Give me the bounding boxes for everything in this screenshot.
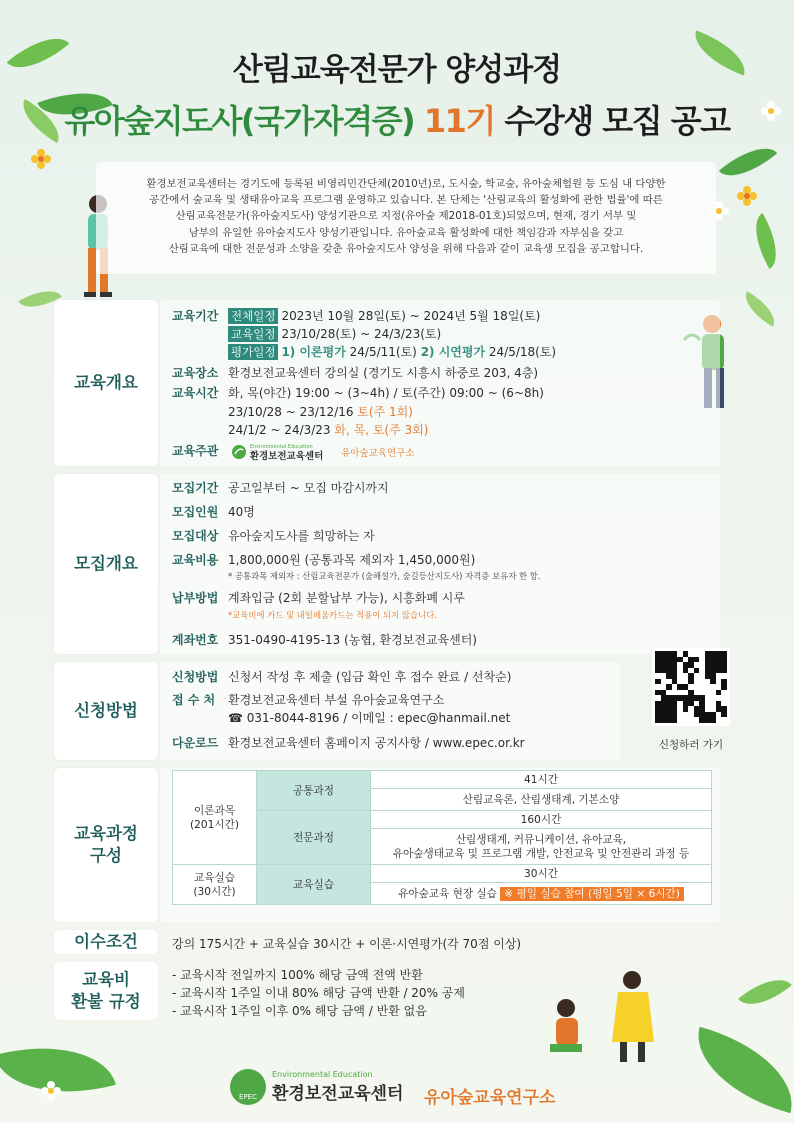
leaf-icon [743, 213, 788, 269]
recruit-count-row: 모집인원 40명 [172, 505, 255, 519]
flower-icon [30, 148, 52, 170]
epec-logo-icon [232, 445, 246, 459]
recruit-period-row: 모집기간 공고일부터 ~ 모집 마감시까지 [172, 481, 389, 495]
leaf-icon [719, 135, 777, 189]
recruit-account-row: 계좌번호 351-0490-4195-13 (농협, 환경보전교육센터) [172, 633, 477, 647]
overview-eval-row: 평가일정 1) 이론평가 24/5/11(토) 2) 시연평가 24/5/18(토) [228, 343, 556, 360]
qr-module [721, 717, 727, 723]
page-subtitle: 유아숲지도사(국가자격증) 11기 수강생 모집 공고 [64, 102, 730, 140]
host-logo-institute: 유아숲교육연구소 [341, 447, 415, 459]
section-label-completion: 이수조건 [54, 930, 158, 954]
recruit-fee-row: 교육비용 1,800,000원 (공통과목 제외자 1,450,000원) [172, 553, 476, 567]
completion-text: 강의 175시간 + 교육실습 30시간 + 이론·시연평가(각 70점 이상) [172, 937, 522, 951]
section-label-refund: 교육비 환불 규정 [54, 962, 158, 1020]
major-hours-cell: 160시간 [371, 811, 712, 829]
footer-logo-institute: 유아숲교육연구소 [424, 1088, 556, 1108]
theory-cell: 이론과목 (201시간) [173, 771, 257, 865]
footer-logo-epec: EPEC Environmental Education 환경보전교육센터 [230, 1069, 403, 1105]
children-playing-illustration [520, 950, 670, 1070]
major-subjects-cell: 산림생태계, 커뮤니케이션, 유아교육, 유아숲생태교육 및 프로그램 개발, 안전교육 및 안전관리 과정 등 [371, 829, 712, 865]
apply-contact-row: ☎ 031-8044-8196 / 이메일 : epec@hanmail.net [228, 711, 511, 725]
refund-item: - 교육시작 전일까지 100% 해당 금액 전액 반환 [172, 968, 423, 982]
apply-office-row: 접 수 처 환경보전교육센터 부설 유아숲교육연구소 [172, 693, 445, 707]
page-title: 산림교육전문가 양성과정 [232, 52, 562, 88]
apply-download-row: 다운로드 환경보전교육센터 홈페이지 공지사항 / www.epec.or.kr [172, 736, 525, 750]
section-label-recruit: 모집개요 [54, 474, 158, 654]
overview-place-row: 교육장소 환경보전교육센터 강의실 (경기도 시흥시 하중로 203, 4층) [172, 366, 539, 380]
section-label-overview: 교육개요 [54, 300, 158, 466]
refund-item: - 교육시작 1주일 이후 0% 해당 금액 / 반환 없음 [172, 1004, 427, 1018]
flower-icon [736, 185, 758, 207]
overview-host-row: 교육주관 Environmental Education 환경보전교육센터 유아숲교육연구소 [172, 443, 415, 462]
overview-time-range1: 23/10/28 ~ 23/12/16 토(주 1회) [228, 405, 413, 419]
epec-logo-icon: EPEC [230, 1069, 266, 1105]
leaf-icon [738, 967, 792, 1018]
practice-cell: 교육실습 (30시간) [173, 865, 257, 905]
download-link[interactable]: 환경보전교육센터 홈페이지 공지사항 / www.epec.or.kr [228, 736, 525, 750]
apply-method-row: 신청방법 신청서 작성 후 제출 (입금 확인 후 접수 완료 / 선착순) [172, 670, 512, 684]
section-label-apply: 신청방법 [54, 662, 158, 760]
common-course-cell: 공통과정 [257, 771, 371, 811]
overview-edu-row: 교육일정 23/10/28(토) ~ 24/3/23(토) [228, 325, 441, 342]
practice-course-cell: 교육실습 [257, 865, 371, 905]
common-subjects-cell: 산림교육론, 산림생태계, 기본소양 [371, 789, 712, 811]
recruit-target-row: 모집대상 유아숲지도사를 희망하는 자 [172, 529, 375, 543]
practice-total-cell: 30시간 [371, 865, 712, 883]
host-logo-epec: Environmental Education 환경보전교육센터 [232, 443, 323, 461]
major-course-cell: 전문과정 [257, 811, 371, 865]
recruit-pay-row: 납부방법 계좌입금 (2회 분할납부 가능), 시흥화폐 시루 [172, 591, 465, 605]
qr-code-icon[interactable] [652, 648, 730, 726]
common-hours-cell: 41시간 [371, 771, 712, 789]
overview-time-range2: 24/1/2 ~ 24/3/23 화, 목, 토(주 3회) [228, 423, 429, 437]
practice-desc-cell: 유아숲교육 현장 실습 ※ 평일 실습 참여 (평일 5일 × 6시간) [371, 883, 712, 905]
intro-paragraph: 환경보전교육센터는 경기도에 등록된 비영리민간단체(2010년)로, 도시숲, 학교숲, 유아숲체험원 등 도심 내 다양한 공간에서 숲교육 및 생태유아교육 프로그램 운영하고 있습니다. 본 단체는 '산림교육의 활성화에 관한 법률'에 따른 산림교육전문가(유아숲지도사) 양성기관으로 지정(유아숲 제2018-01호)되었으며, 현재, 경기 서부 및 남부의 유일한 유아숲지도사 양성기관입니다. 유아숲교육 활성화에 대한 책임감과 자부심을 갖고 산림교육에 대한 전문성과 소양을 갖춘 유아숲지도사 양성을 위해 다음과 같이 교육생 모집을 공고합니다. [96, 162, 716, 274]
qr-caption: 신청하러 가기 [658, 739, 724, 751]
curriculum-table [172, 770, 712, 905]
refund-item: - 교육시작 1주일 이내 80% 해당 금액 반환 / 20% 공제 [172, 986, 465, 1000]
recruit-fee-note: * 공통과목 제외자 : 산림교육전문가 (숲해설가, 숲길등산지도사) 자격증 보유자 한 함. [228, 571, 541, 581]
overview-time-row: 교육시간 화, 목(야간) 19:00 ~ (3~4h) / 토(주간) 09:00 ~ (6~8h) [172, 386, 544, 400]
recruit-pay-note: *교육비에 카드 및 내일배움카드는 적용이 되지 않습니다. [228, 610, 437, 620]
footer [0, 1065, 794, 1115]
overview-period-row: 교육기간 전체일정 2023년 10월 28일(토) ~ 2024년 5월 18일(토) [172, 309, 541, 323]
section-label-curriculum: 교육과정 구성 [54, 768, 158, 922]
leaf-icon [738, 291, 782, 327]
